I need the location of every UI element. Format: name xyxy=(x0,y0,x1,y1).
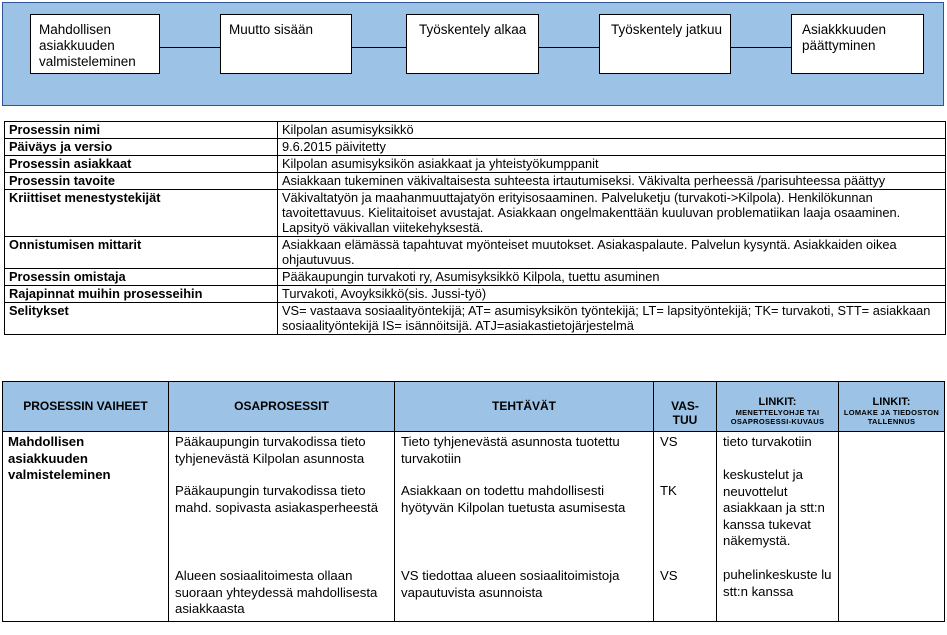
flow-step-2: Muutto sisään xyxy=(220,14,352,74)
task-item: Asiakkaan on todettu mahdollisesti hyötyvän Kilpolan tuetusta asumisesta xyxy=(401,483,626,515)
info-row xyxy=(5,122,946,139)
responsible-item: VS xyxy=(660,568,678,583)
task-cell xyxy=(395,432,654,622)
phase-row xyxy=(3,432,945,622)
info-row xyxy=(5,237,946,269)
info-value: Asiakkaan tukeminen väkivaltaisesta suhteesta irtautumiseksi. Väkivalta perheessä /parisuhteessa päättyy xyxy=(278,173,946,190)
phases-header-row xyxy=(3,382,945,432)
process-flow-band xyxy=(2,2,944,106)
info-value: Pääkaupungin turvakoti ry, Asumisyksikkö Kilpola, tuettu asuminen xyxy=(278,269,946,286)
info-value: VS= vastaava sosiaalityöntekijä; AT= asumisyksikön työntekijä; LT= lapsityöntekijä; TK= turvakoti, STT= asiakkaan sosiaalityöntekijä IS= isännöitsijä. ATJ=asiakastietojärjestelmä xyxy=(278,303,946,335)
flow-step-4: Työskentely jatkuu xyxy=(599,14,731,74)
header-tasks: TEHTÄVÄT xyxy=(395,382,654,432)
info-row xyxy=(5,286,946,303)
info-value: Kilpolan asumisyksikkö xyxy=(278,122,946,139)
flow-connector xyxy=(730,47,792,48)
responsible-item: TK xyxy=(660,483,677,498)
info-label: Prosessin nimi xyxy=(5,122,278,139)
info-value: 9.6.2015 päivitetty xyxy=(278,139,946,156)
info-row xyxy=(5,156,946,173)
subprocess-cell xyxy=(169,432,395,622)
info-row xyxy=(5,269,946,286)
info-value: Asiakkaan elämässä tapahtuvat myönteiset muutokset. Asiakaspalaute. Palvelun kysyntä. Asiakkaiden oikea ohjautuvuus. xyxy=(278,237,946,269)
header-responsible-line2: TUU xyxy=(672,413,698,427)
subprocess-item: Alueen sosiaalitoimesta ollaan suoraan yhteydessä mahdollisesta asiakkaasta xyxy=(175,568,378,616)
responsible-cell xyxy=(654,432,717,622)
subprocess-item: Pääkaupungin turvakodissa tieto mahd. sopivasta asiakasperheestä xyxy=(175,483,379,515)
process-info-table xyxy=(4,121,946,335)
header-phase: PROSESSIN VAIHEET xyxy=(3,382,169,432)
info-row xyxy=(5,139,946,156)
link-item: puhelinkeskuste lu stt:n kanssa xyxy=(723,567,832,599)
info-label: Onnistumisen mittarit xyxy=(5,237,278,269)
flow-step-3: Työskentely alkaa xyxy=(406,14,539,74)
info-label: Rajapinnat muihin prosesseihin xyxy=(5,286,278,303)
header-links-forms xyxy=(839,382,945,432)
info-label: Päiväys ja versio xyxy=(5,139,278,156)
info-label: Selitykset xyxy=(5,303,278,335)
header-responsible xyxy=(654,382,717,432)
info-row xyxy=(5,173,946,190)
info-label: Prosessin omistaja xyxy=(5,269,278,286)
links-title: LINKIT: xyxy=(872,396,911,408)
phase-name: Mahdollisen asiakkuuden valmisteleminen xyxy=(3,432,169,622)
header-links-procedure xyxy=(717,382,839,432)
flow-connector xyxy=(351,47,407,48)
links-procedure-cell xyxy=(717,432,839,622)
link-item: tieto turvakotiin xyxy=(723,434,812,449)
flow-connector xyxy=(538,47,600,48)
subprocess-item: Pääkaupungin turvakodissa tieto tyhjenevästä Kilpolan asunnosta xyxy=(175,434,366,466)
flow-step-5: Asiakkkuuden päättyminen xyxy=(791,14,924,74)
info-label: Prosessin asiakkaat xyxy=(5,156,278,173)
info-value: Väkivaltatyön ja maahanmuuttajatyön erityisosaaminen. Palveluketju (turvakoti->Kilpola). Henkilökunnan tavoitettavuus. Kielitaitoiset avustajat. Asiakkaan ongelmakenttään kuuluvan problematiikan laaja osaaminen. Lapsityö väkivallan viitekehyksestä. xyxy=(278,190,946,237)
header-subprocesses: OSAPROSESSIT xyxy=(169,382,395,432)
task-item: VS tiedottaa alueen sosiaalitoimistoja vapautuvista asunnoista xyxy=(401,568,620,600)
flow-connector xyxy=(159,47,221,48)
info-row xyxy=(5,190,946,237)
links-subtitle: MENETTELYOHJE TAI OSAPROSESSI-KUVAUS xyxy=(730,408,825,426)
flow-step-1: Mahdollisen asiakkuuden valmisteleminen xyxy=(30,14,160,74)
links-title: LINKIT: xyxy=(758,396,797,408)
task-item: Tieto tyhjenevästä asunnosta tuotettu turvakotiin xyxy=(401,434,620,466)
info-row xyxy=(5,303,946,335)
link-item: keskustelut ja neuvottelut asiakkaan ja stt:n kanssa tukevat näkemystä. xyxy=(723,467,825,548)
info-value: Kilpolan asumisyksikön asiakkaat ja yhteistyökumppanit xyxy=(278,156,946,173)
info-label: Prosessin tavoite xyxy=(5,173,278,190)
process-phases-table xyxy=(2,381,945,622)
links-subtitle: LOMAKE JA TIEDOSTON TALLENNUS xyxy=(843,408,940,426)
header-responsible-line1: VAS- xyxy=(671,399,699,413)
links-forms-cell xyxy=(839,432,945,622)
info-label: Kriittiset menestystekijät xyxy=(5,190,278,237)
info-value: Turvakoti, Avoyksikkö(sis. Jussi-työ) xyxy=(278,286,946,303)
responsible-item: VS xyxy=(660,434,678,449)
